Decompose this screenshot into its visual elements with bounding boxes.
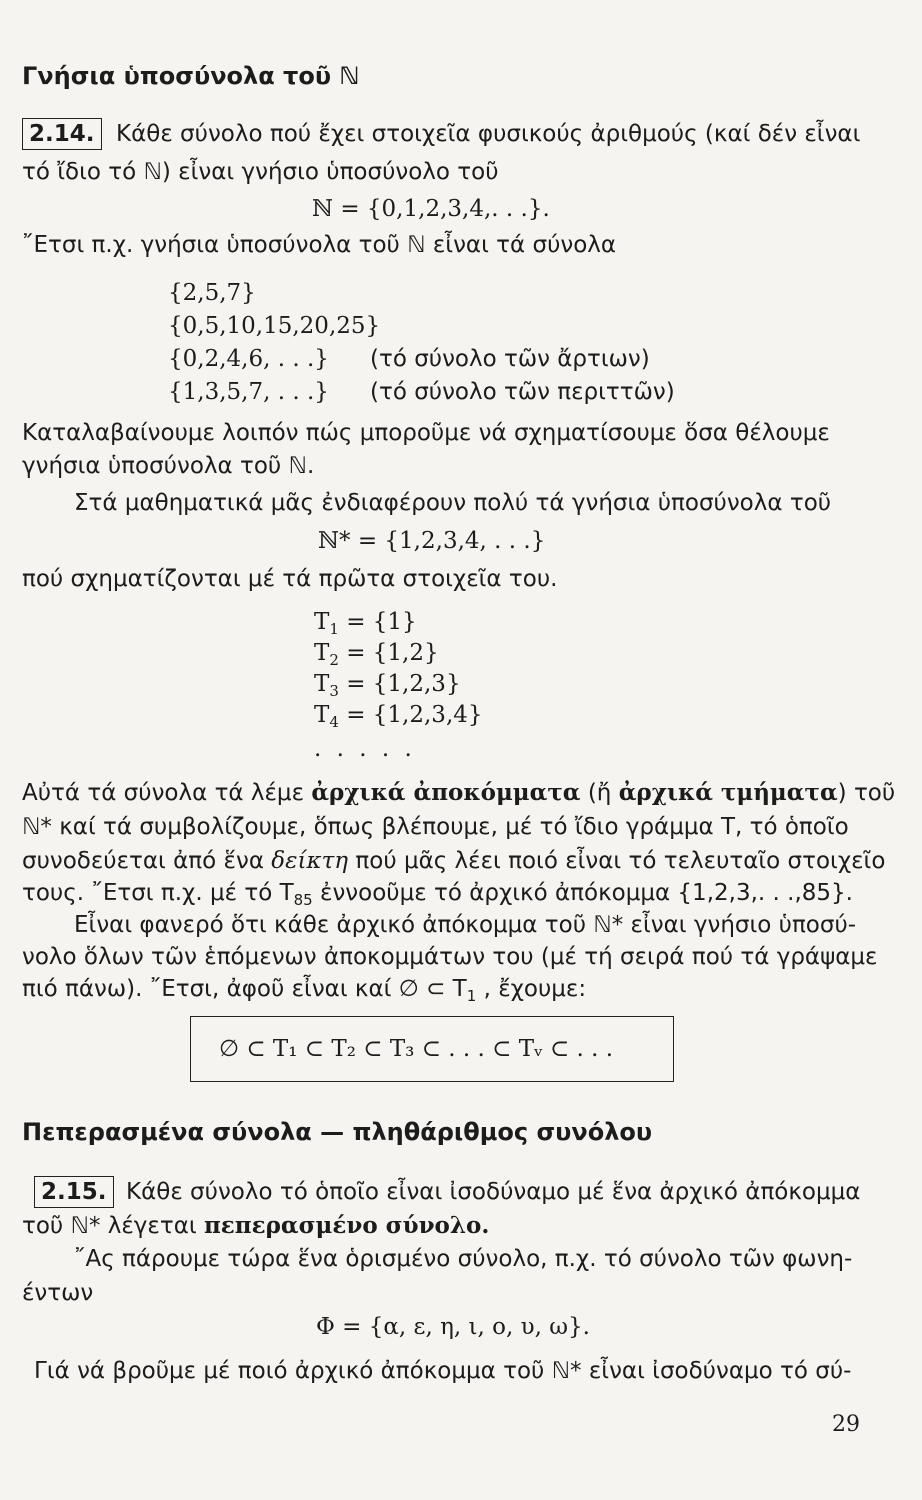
par-2-15-line2: τοῦ ℕ* λέγεται πεπερασμένο σύνολο.	[22, 1212, 490, 1239]
example-set-3: {0,2,4,6, . . .}	[168, 346, 329, 372]
paragraph-number-2-15: 2.15.	[34, 1176, 114, 1208]
t85-line: τους. ῎Ετσι π.χ. μέ τό $T_{85}$ ἐννοοῦμε τό ἀρχικό ἀπόκομμα {1,2,3,. . .,85}.	[22, 880, 853, 909]
obvious-line3: πιό πάνω). ῎Ετσι, ἀφοῦ εἶναι καί ∅ ⊂ $T_1$ , ἔχουμε:	[22, 976, 587, 1005]
par-2-15-line1: Κάθε σύνολο τό ὁποῖο εἶναι ἰσοδύναμο μέ ἕνα ἀρχικό ἀπόκομμα	[126, 1179, 861, 1205]
obvious-line1: Εἶναι φανερό ὅτι κάθε ἀρχικό ἀπόκομμα τοῦ ℕ* εἶναι γνήσιο ὑποσύ-	[74, 912, 857, 938]
section-title-finite-sets: Πεπερασμένα σύνολα — πληθάριθμος συνόλου	[22, 1118, 653, 1146]
example-intro: ῎Ετσι π.χ. γνήσια ὑποσύνολα τοῦ ℕ εἶναι τά σύνολα	[22, 232, 617, 258]
T2-definition: $T_2 = \{1,2\}$	[314, 640, 439, 669]
interest-line: Στά μαθηματικά μᾶς ἐνδιαφέρουν πολύ τά γνήσια ὑποσύνολα τοῦ	[74, 490, 832, 516]
example-set-4-note: (τό σύνολο τῶν περιττῶν)	[370, 379, 675, 405]
example-set-4: {1,3,5,7, . . .}	[168, 379, 329, 405]
take-line1: ῎Ας πάρουμε τώρα ἕνα ὁρισμένο σύνολο, π.χ. τό σύνολο τῶν φωνη-	[74, 1246, 853, 1272]
paragraph-number-2-14: 2.14.	[22, 118, 102, 150]
T3-definition: $T_3 = \{1,2,3\}$	[314, 671, 461, 700]
T4-definition: $T_4 = \{1,2,3,4\}$	[314, 702, 483, 731]
conclusion-line2: γνήσια ὑποσύνολα τοῦ ℕ.	[22, 453, 315, 479]
phi-definition: Φ = {α, ε, η, ι, ο, υ, ω}.	[316, 1314, 590, 1340]
T1-definition: $T_1 = \{1\}$	[314, 609, 417, 638]
example-set-3-note: (τό σύνολο τῶν ἄρτιων)	[370, 346, 650, 372]
take-line2: έντων	[22, 1280, 94, 1306]
symbolize-line: ℕ* καί τά συμβολίζουμε, ὅπως βλέπουμε, μέ τό ἴδιο γράμμα T, τό ὁποῖο	[22, 814, 849, 840]
example-set-1: {2,5,7}	[168, 280, 256, 306]
par-2-14-line2: τό ἴδιο τό ℕ) εἶναι γνήσιο ὑποσύνολο τοῦ	[22, 159, 499, 185]
index-line: συνοδεύεται ἀπό ἕνα δείκτη πού μᾶς λέει ποιό εἶναι τό τελευταῖο στοιχεῖο	[22, 848, 886, 874]
Nstar-definition: ℕ* = {1,2,3,4, . . .}	[318, 528, 546, 554]
find-line: Γιά νά βροῦμε μέ ποιό ἀρχικό ἀπόκομμα τοῦ ℕ* εἶναι ἰσοδύναμο τό σύ-	[34, 1358, 852, 1384]
section-title-proper-subsets: Γνήσια ὑποσύνολα τοῦ ℕ	[22, 62, 360, 90]
subset-chain: ∅ ⊂ T₁ ⊂ T₂ ⊂ T₃ ⊂ . . . ⊂ Tᵥ ⊂ . . .	[219, 1036, 614, 1062]
subset-chain-box	[190, 1016, 674, 1082]
N-definition: ℕ = {0,1,2,3,4,. . .}.	[312, 196, 550, 222]
we-call-line: Αὐτά τά σύνολα τά λέμε ἀρχικά ἀποκόμματα (ἤ ἀρχικά τμήματα) τοῦ	[22, 779, 896, 806]
obvious-line2: νολο ὅλων τῶν ἑπόμενων ἀποκομμάτων του (μέ τή σειρά πού τά γράψαμε	[22, 944, 878, 970]
continuation-dots: . . . . .	[314, 736, 416, 762]
formed-line: πού σχηματίζονται μέ τά πρῶτα στοιχεῖα του.	[22, 566, 558, 592]
par-2-14-line1: Κάθε σύνολο πού ἔχει στοιχεῖα φυσικούς ἀριθμούς (καί δέν εἶναι	[116, 121, 861, 147]
example-set-2: {0,5,10,15,20,25}	[168, 313, 381, 339]
page-number: 29	[832, 1412, 860, 1437]
conclusion-line1: Καταλαβαίνουμε λοιπόν πώς μποροῦμε νά σχηματίσουμε ὅσα θέλουμε	[22, 420, 830, 446]
